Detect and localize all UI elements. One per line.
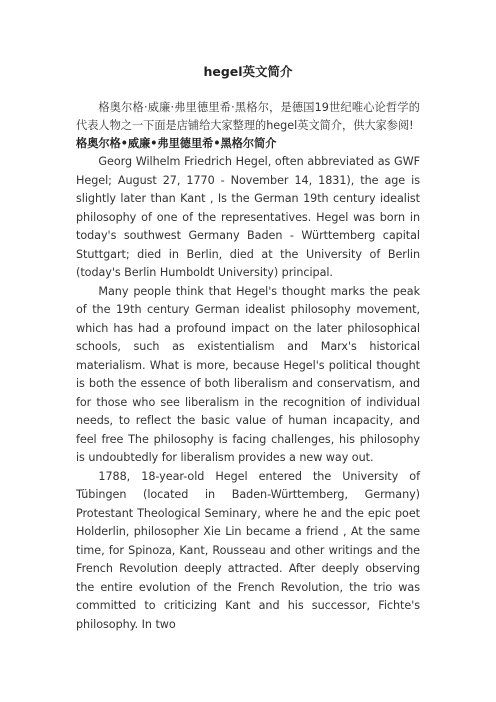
body-paragraph-1: Georg Wilhelm Friedrich Hegel, often abbreviated as GWF Hegel; August 27, 1770 - November 14, 1831), the age is slightly later than Kant , Is the German 19th century idealist philosophy of one of the representatives. Hegel was born in today's southwest Germany Baden - Württemberg capital Stuttgart; died in Berlin, died at the University of Berlin (today's Berlin Humboldt University) principal. [76,155,420,279]
body-paragraph-3: 1788, 18-year-old Hegel entered the University of Tübingen (located in Baden-Württemberg, Germany) Protestant Theological Seminary, where he and the epic poet Holderlin, philosopher Xie Lin became a friend , At the same time, for Spinoza, Kant, Rousseau and other writings and the French Revolution deeply attracted. After deeply observing the entire evolution of the French Revolution, the trio was committed to criticizing Kant and his successor, Fichte's philosophy. In two [76,469,420,631]
document-title: hegel英文简介 [203,64,293,79]
body-paragraph-2: Many people think that Hegel's thought marks the peak of the 19th century German idealist philosophy movement, which has had a profound impact on the later philosophical schools, such as existentialism and Marx's historical materialism. What is more, because Hegel's political thought is both the essence of both liberalism and conservatism, and for those who see liberalism in the recognition of individual needs, to reflect the basic value of human incapacity, and feel free The philosophy is facing challenges, his philosophy is undoubtedly for liberalism provides a new way out. [76,284,420,464]
section-subheading: 格奥尔格•威廉•弗里德里希•黑格尔简介 [76,137,277,150]
intro-paragraph: 格奥尔格·威廉·弗里德里希·黑格尔，是德国19世纪唯心论哲学的代表人物之一下面是店铺给大家整理的hegel英文简介，供大家参阅! [76,101,420,132]
